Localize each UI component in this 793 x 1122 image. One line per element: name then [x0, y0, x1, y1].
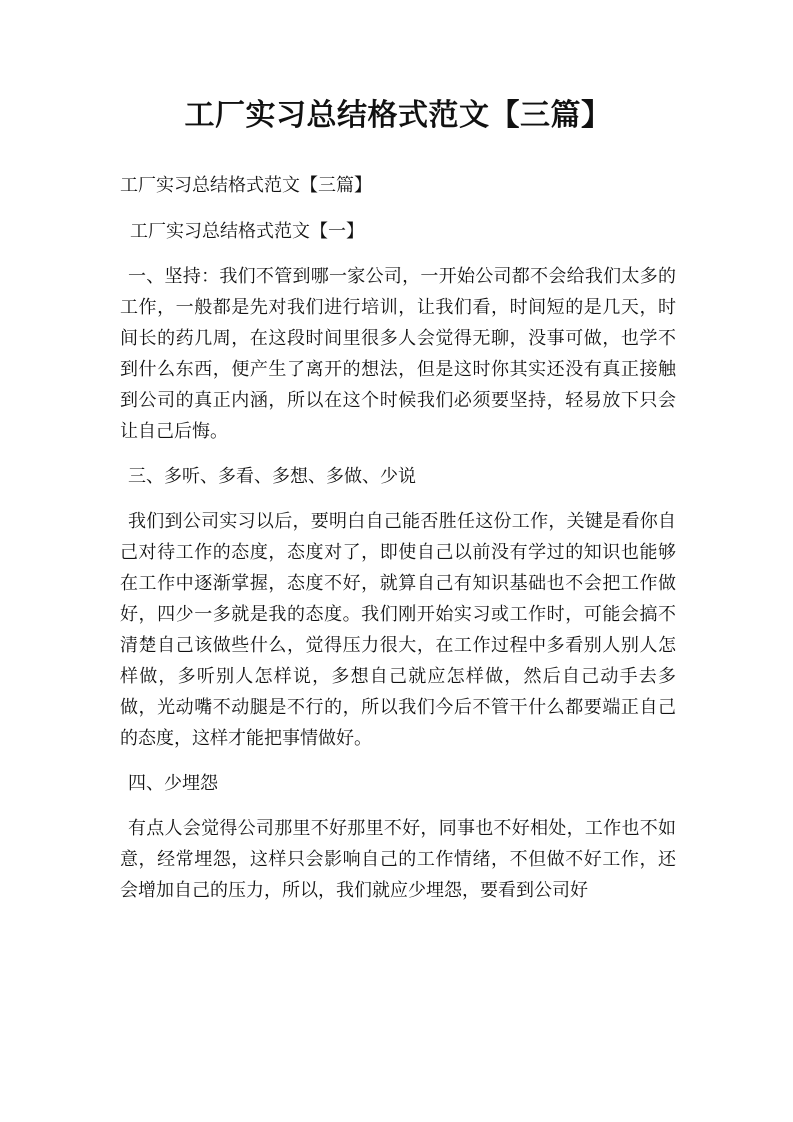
- paragraph-heading-four: 四、少埋怨: [128, 773, 218, 794]
- paragraph-persistence: 一、坚持：我们不管到哪一家公司，一开始公司都不会给我们太多的工作，一般都是先对我们进行培训，让我们看，时间短的是几天，时间长的药几周，在这段时间里很多人会觉得无聊，没事可做，也学不到什么东西，便产生了离开的想法，但是这时你其实还没有真正接触到公司的真正内涵，所以在这个时候我们必须要坚持，轻易放下只会让自己后悔。: [120, 266, 676, 442]
- paragraph-less-complaining: 有点人会觉得公司那里不好那里不好，同事也不好相处，工作也不如意，经常埋怨，这样只会影响自己的工作情绪，不但做不好工作，还会增加自己的压力，所以，我们就应少埋怨，要看到公司好: [120, 818, 676, 901]
- paragraph-heading-three: 三、多听、多看、多想、多做、少说: [128, 466, 416, 487]
- document-subtitle: 工厂实习总结格式范文【三篇】: [120, 175, 372, 196]
- document-content: [120, 92, 676, 906]
- section-one-heading: 工厂实习总结格式范文【一】: [130, 221, 364, 242]
- document-title: 工厂实习总结格式范文【三篇】: [184, 98, 612, 133]
- paragraph-attitude: 我们到公司实习以后，要明白自己能否胜任这份工作，关键是看你自己对待工作的态度，态度对了，即使自己以前没有学过的知识也能够在工作中逐渐掌握，态度不好，就算自己有知识基础也不会把工作做好，四少一多就是我的态度。我们刚开始实习或工作时，可能会搞不清楚自己该做些什么，觉得压力很大，在工作过程中多看别人别人怎样做，多听别人怎样说，多想自己就应怎样做，然后自己动手去多做，光动嘴不动腿是不行的，所以我们今后不管干什么都要端正自己的态度，这样才能把事情做好。: [120, 511, 676, 749]
